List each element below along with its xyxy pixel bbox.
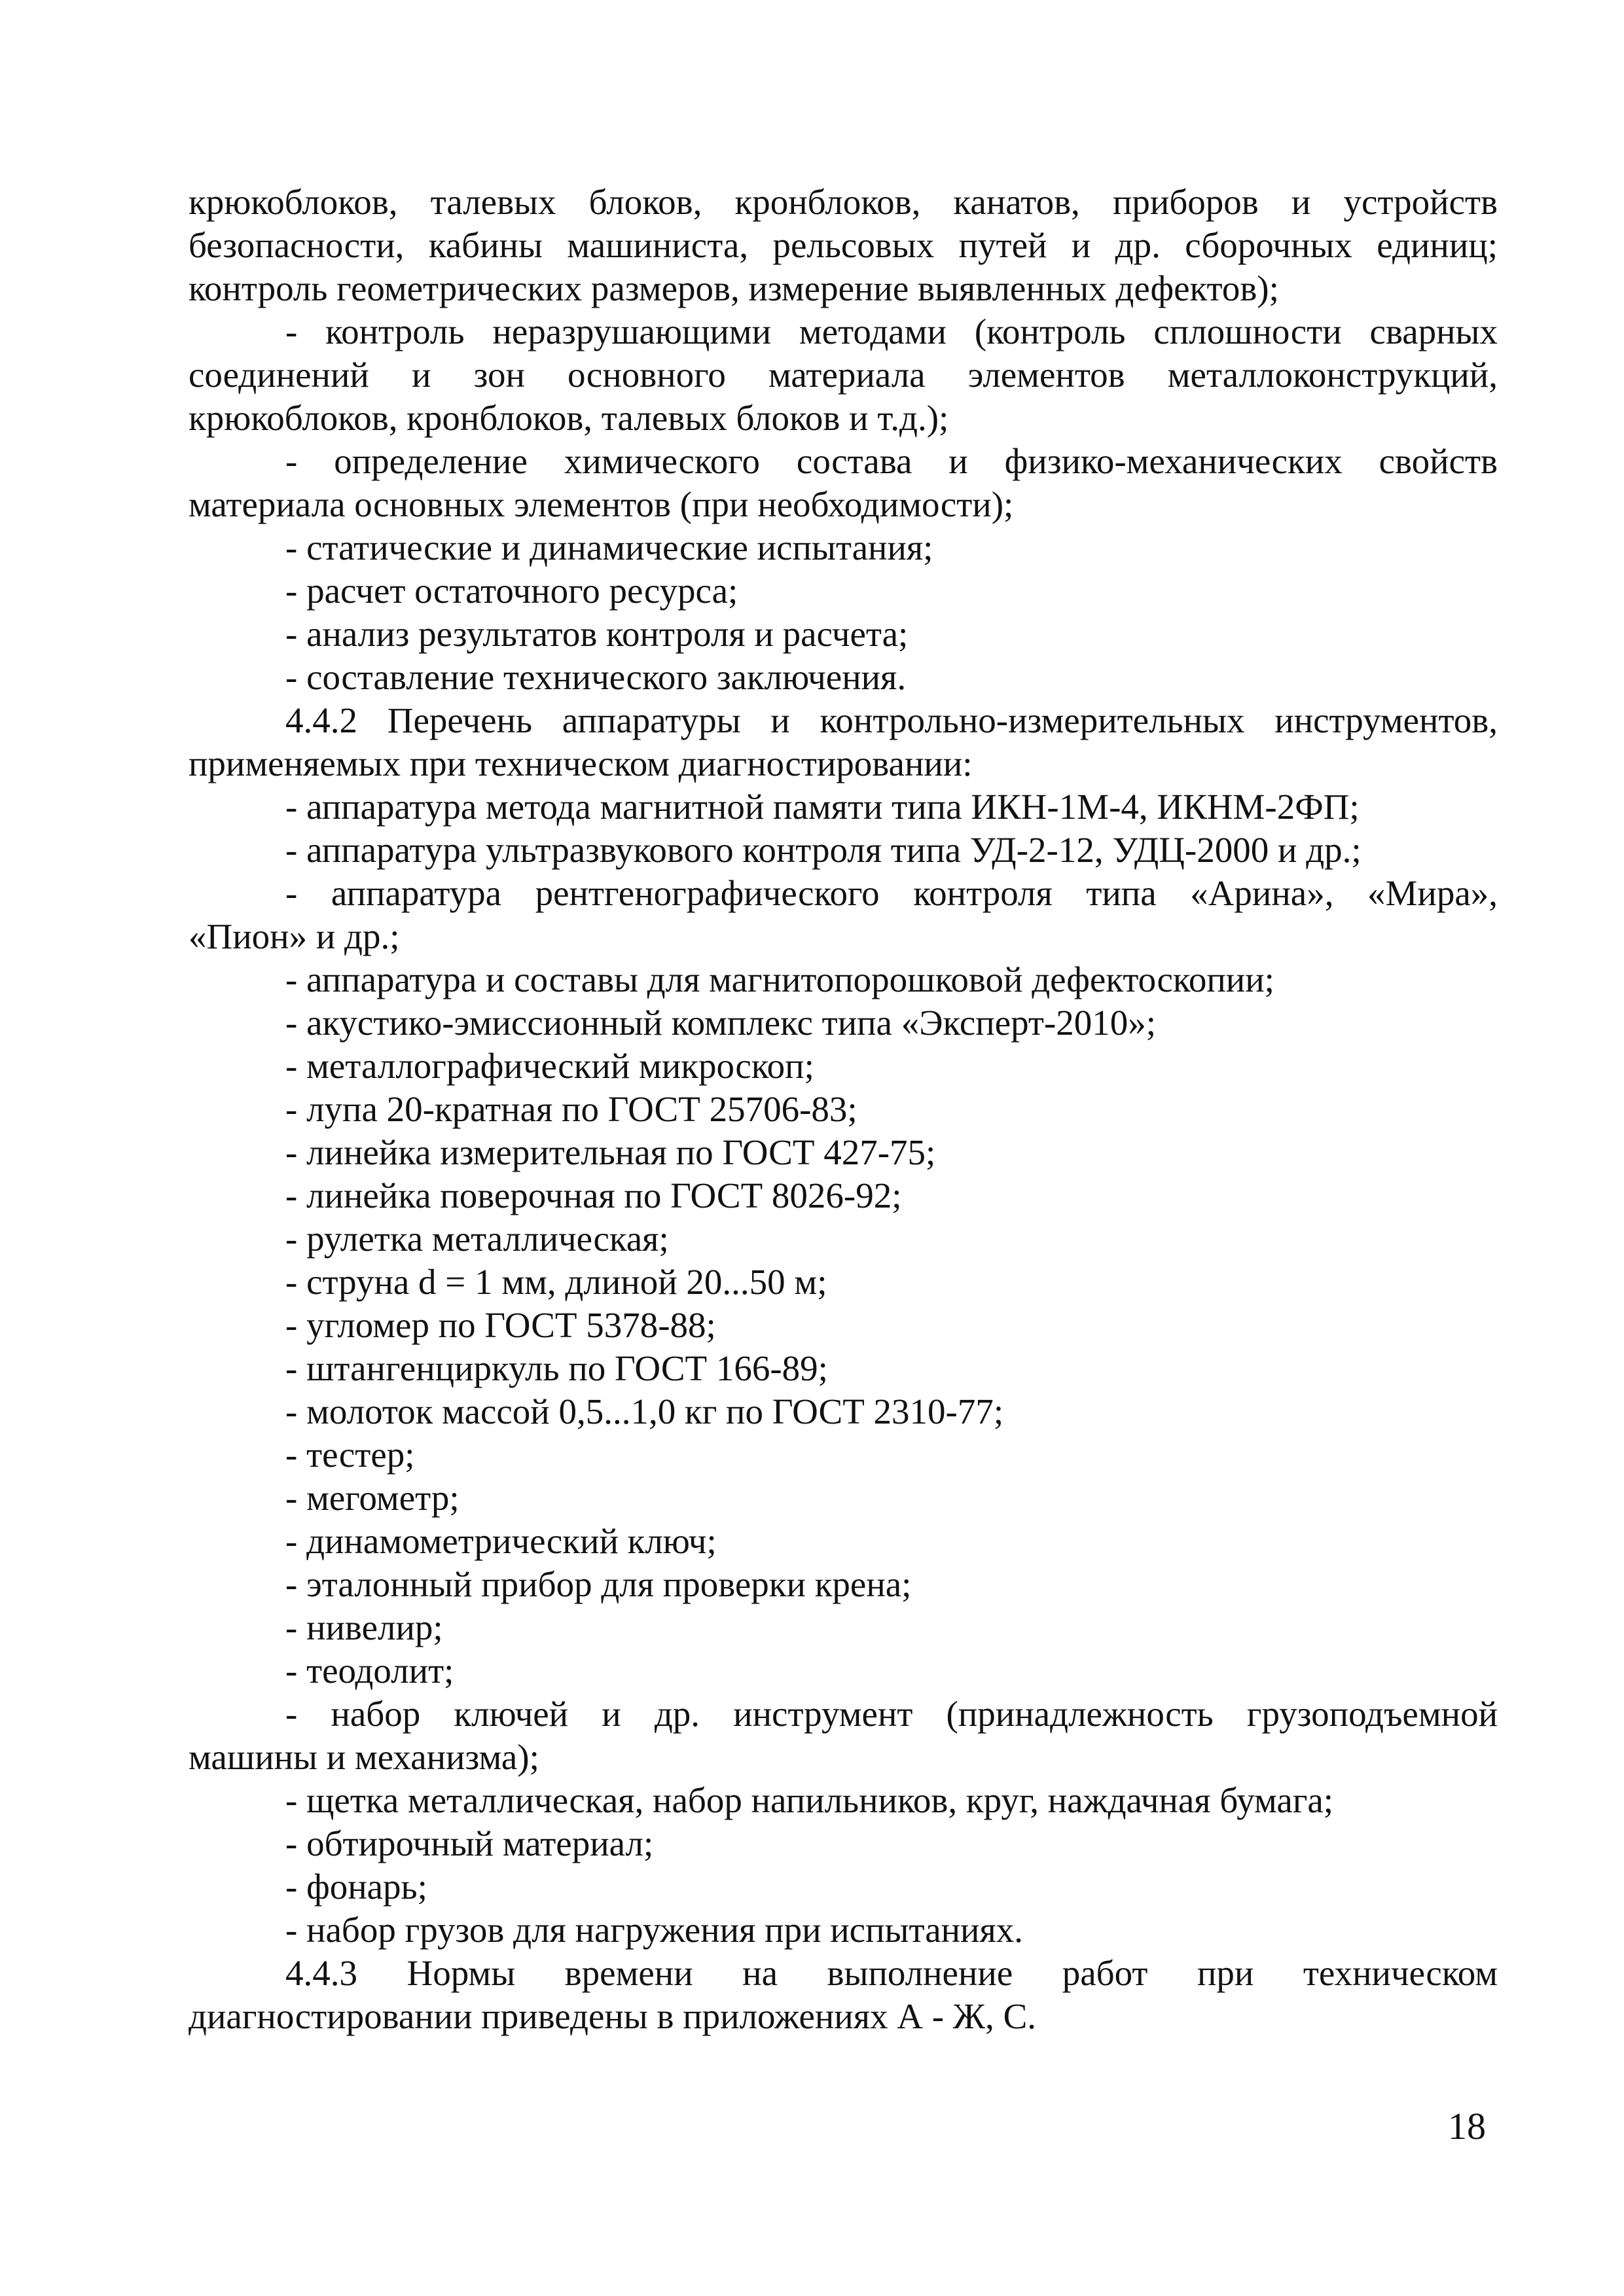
text-line: - угломер по ГОСТ 5378-88;: [285, 1305, 716, 1345]
text-line: 4.4.3 Нормы времени на выполнение работ при техническом: [285, 1953, 1498, 1993]
text-line: - мегометр;: [285, 1478, 460, 1518]
text-line: контроль геометрических размеров, измерение выявленных дефектов);: [189, 268, 1279, 308]
text-line: - молоток массой 0,5...1,0 кг по ГОСТ 2310-77;: [285, 1391, 1004, 1431]
text-line: - линейка поверочная по ГОСТ 8026-92;: [285, 1175, 902, 1215]
text-line: - составление технического заключения.: [285, 657, 907, 697]
text-line: - фонарь;: [285, 1867, 427, 1907]
text-line: - аппаратура и составы для магнитопорошковой дефектоскопии;: [285, 960, 1274, 999]
text-line: - штангенциркуль по ГОСТ 166-89;: [285, 1348, 828, 1388]
text-line: - определение химического состава и физико-механических свойств: [285, 441, 1498, 481]
text-line: - аппаратура рентгенографического контроля типа «Арина», «Мира»,: [285, 873, 1498, 913]
text-line: безопасности, кабины машиниста, рельсовых путей и др. сборочных единиц;: [189, 225, 1498, 265]
text-line: - линейка измерительная по ГОСТ 427-75;: [285, 1132, 936, 1172]
text-line: - расчет остаточного ресурса;: [285, 571, 738, 611]
text-line: - акустико-эмиссионный комплекс типа «Эксперт-2010»;: [285, 1003, 1157, 1043]
text-line: крюкоблоков, кронблоков, талевых блоков и т.д.);: [189, 398, 949, 438]
text-line: - рулетка металлическая;: [285, 1219, 669, 1259]
text-line: - аппаратура метода магнитной памяти типа ИКН-1М-4, ИКНМ-2ФП;: [285, 787, 1360, 827]
text-line: - тестер;: [285, 1435, 415, 1475]
text-line: применяемых при техническом диагностировании:: [189, 744, 973, 783]
text-line: - анализ результатов контроля и расчета;: [285, 614, 909, 654]
text-line: - аппаратура ультразвукового контроля типа УД-2-12, УДЦ-2000 и др.;: [285, 830, 1362, 870]
text-line: - лупа 20-кратная по ГОСТ 25706-83;: [285, 1089, 857, 1129]
text-line: - нивелир;: [285, 1607, 443, 1647]
text-line: - обтирочный материал;: [285, 1823, 654, 1863]
text-line: «Пион» и др.;: [189, 916, 400, 956]
text-line: - набор грузов для нагружения при испытаниях.: [285, 1910, 1024, 1950]
text-line: машины и механизма);: [189, 1737, 539, 1777]
document-body: [189, 181, 1498, 2038]
text-line: - теодолит;: [285, 1651, 454, 1691]
text-line: - металлографический микроскоп;: [285, 1046, 814, 1086]
page-number: 18: [1448, 2105, 1486, 2147]
text-line: соединений и зон основного материала элементов металлоконструкций,: [189, 355, 1498, 395]
text-line: крюкоблоков, талевых блоков, кронблоков, канатов, приборов и устройств: [189, 182, 1498, 222]
text-line: - статические и динамические испытания;: [285, 528, 933, 567]
text-line: - эталонный прибор для проверки крена;: [285, 1564, 912, 1604]
text-line: - набор ключей и др. инструмент (принадлежность грузоподъемной: [285, 1694, 1498, 1734]
text-line: - динамометрический ключ;: [285, 1521, 717, 1561]
text-line: диагностировании приведены в приложениях А - Ж, С.: [189, 1996, 1037, 2036]
text-line: 4.4.2 Перечень аппаратуры и контрольно-измерительных инструментов,: [285, 700, 1498, 740]
text-line: материала основных элементов (при необходимости);: [189, 484, 1014, 524]
text-line: - струна d = 1 мм, длиной 20...50 м;: [285, 1262, 827, 1302]
text-line: - контроль неразрушающими методами (контроль сплошности сварных: [285, 312, 1498, 351]
text-line: - щетка металлическая, набор напильников, круг, наждачная бумага;: [285, 1780, 1334, 1820]
